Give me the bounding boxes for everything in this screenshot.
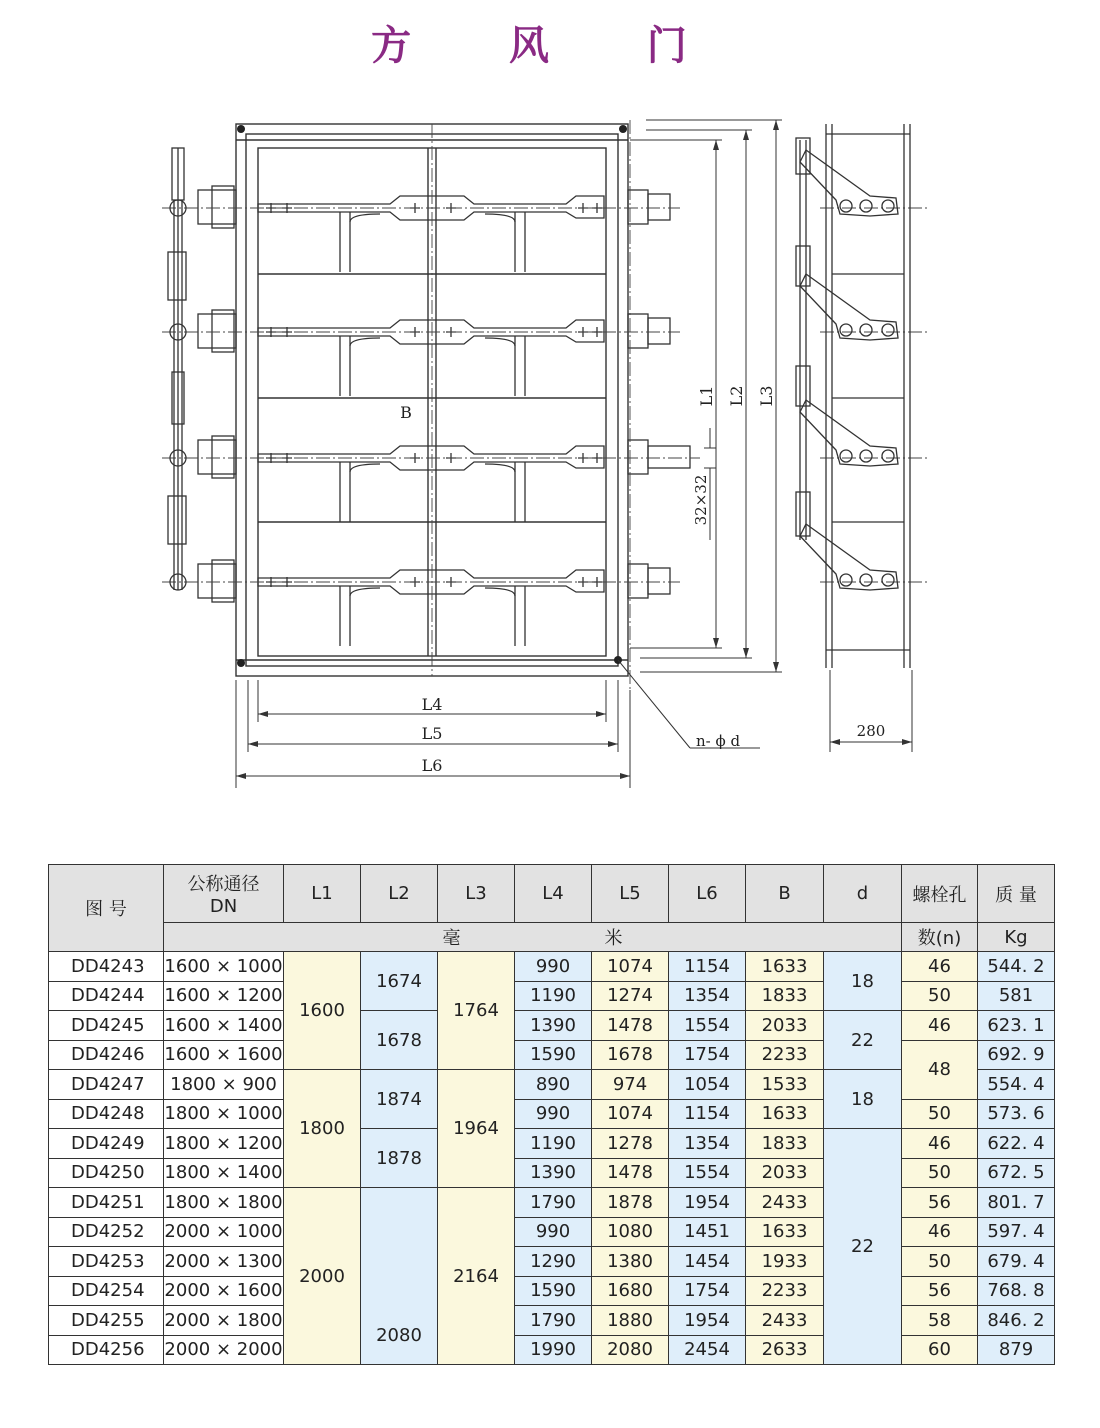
cell-l5: 1478 xyxy=(592,1158,669,1188)
dim-label-holes: n- ϕ d xyxy=(696,732,741,750)
cell-id: DD4243 xyxy=(49,952,164,982)
header-dn-line1: 公称通径 xyxy=(187,874,260,895)
cell-mass: 554. 4 xyxy=(978,1070,1055,1100)
cell-l2-group: 1874 xyxy=(361,1070,438,1129)
page-title: 方 风 门 xyxy=(371,22,729,69)
cell-l4: 990 xyxy=(515,1099,592,1129)
cell-dn: 1800 × 900 xyxy=(164,1070,284,1100)
cell-l6: 1454 xyxy=(669,1247,746,1277)
cell-l4: 1390 xyxy=(515,1011,592,1041)
cell-n: 56 xyxy=(902,1188,978,1218)
cell-n: 46 xyxy=(902,1011,978,1041)
cell-n: 50 xyxy=(902,981,978,1011)
cell-l6: 1054 xyxy=(669,1070,746,1100)
cell-mass: 679. 4 xyxy=(978,1247,1055,1277)
cell-dn: 1800 × 1200 xyxy=(164,1129,284,1159)
cell-l2-group: 1878 xyxy=(361,1129,438,1188)
cell-b: 2433 xyxy=(746,1188,824,1218)
cell-mass: 692. 9 xyxy=(978,1040,1055,1070)
cell-l5: 1278 xyxy=(592,1129,669,1159)
cell-mass: 768. 8 xyxy=(978,1276,1055,1306)
cell-l5: 1074 xyxy=(592,952,669,982)
cell-dn: 1600 × 1200 xyxy=(164,981,284,1011)
cell-dn: 2000 × 1000 xyxy=(164,1217,284,1247)
cell-l3-group: 1764 xyxy=(438,952,515,1070)
cell-dn: 1800 × 1800 xyxy=(164,1188,284,1218)
cell-b: 2033 xyxy=(746,1011,824,1041)
cell-l2-group: 2080 xyxy=(361,1188,438,1365)
cell-l5: 1274 xyxy=(592,981,669,1011)
cell-dn: 2000 × 2000 xyxy=(164,1335,284,1365)
cell-n: 48 xyxy=(902,1040,978,1099)
dim-label-shaft: 32×32 xyxy=(692,474,710,526)
cell-mass: 846. 2 xyxy=(978,1306,1055,1336)
cell-mass: 544. 2 xyxy=(978,952,1055,982)
cell-b: 2233 xyxy=(746,1040,824,1070)
dim-label-depth: 280 xyxy=(856,722,886,740)
cell-l5: 1380 xyxy=(592,1247,669,1277)
cell-id: DD4246 xyxy=(49,1040,164,1070)
cell-n: 60 xyxy=(902,1335,978,1365)
cell-b: 1633 xyxy=(746,1099,824,1129)
dim-label-b: B xyxy=(400,403,412,422)
cell-l2-group: 1674 xyxy=(361,952,438,1011)
dim-label-l6: L6 xyxy=(421,756,443,775)
cell-l6: 1554 xyxy=(669,1011,746,1041)
cell-dn: 2000 × 1800 xyxy=(164,1306,284,1336)
cell-b: 1933 xyxy=(746,1247,824,1277)
cell-l5: 1878 xyxy=(592,1188,669,1218)
header-d: d xyxy=(824,865,902,923)
cell-l3-group: 1964 xyxy=(438,1070,515,1188)
cell-dn: 2000 × 1300 xyxy=(164,1247,284,1277)
cell-n: 50 xyxy=(902,1099,978,1129)
cell-dn: 1600 × 1600 xyxy=(164,1040,284,1070)
cell-id: DD4255 xyxy=(49,1306,164,1336)
header-b: B xyxy=(746,865,824,923)
cell-l6: 1754 xyxy=(669,1040,746,1070)
header-mass-line2: Kg xyxy=(978,923,1055,952)
cell-id: DD4250 xyxy=(49,1158,164,1188)
cell-l4: 990 xyxy=(515,952,592,982)
cell-dn: 1800 × 1000 xyxy=(164,1099,284,1129)
cell-mass: 801. 7 xyxy=(978,1188,1055,1218)
cell-l4: 1390 xyxy=(515,1158,592,1188)
cell-id: DD4248 xyxy=(49,1099,164,1129)
header-l2: L2 xyxy=(361,865,438,923)
cell-d-group: 18 xyxy=(824,1070,902,1129)
cell-l6: 1354 xyxy=(669,1129,746,1159)
cell-l4: 1790 xyxy=(515,1188,592,1218)
cell-l6: 1154 xyxy=(669,1099,746,1129)
cell-n: 50 xyxy=(902,1158,978,1188)
dim-label-l5: L5 xyxy=(421,724,443,743)
cell-l1-group: 2000 xyxy=(284,1188,361,1365)
cell-mass: 581 xyxy=(978,981,1055,1011)
cell-b: 2433 xyxy=(746,1306,824,1336)
cell-b: 1533 xyxy=(746,1070,824,1100)
cell-l4: 1290 xyxy=(515,1247,592,1277)
cell-dn: 1600 × 1400 xyxy=(164,1011,284,1041)
cell-id: DD4244 xyxy=(49,981,164,1011)
cell-l5: 2080 xyxy=(592,1335,669,1365)
cell-b: 1833 xyxy=(746,1129,824,1159)
header-l1: L1 xyxy=(284,865,361,923)
cell-l6: 1154 xyxy=(669,952,746,982)
header-id: 图 号 xyxy=(49,865,164,952)
cell-b: 1833 xyxy=(746,981,824,1011)
cell-l6: 2454 xyxy=(669,1335,746,1365)
dim-label-l3: L3 xyxy=(757,385,776,407)
dim-label-l2: L2 xyxy=(727,385,746,407)
cell-id: DD4254 xyxy=(49,1276,164,1306)
cell-id: DD4253 xyxy=(49,1247,164,1277)
cell-l6: 1354 xyxy=(669,981,746,1011)
cell-d-group: 18 xyxy=(824,952,902,1011)
cell-mass: 597. 4 xyxy=(978,1217,1055,1247)
cell-mass: 879 xyxy=(978,1335,1055,1365)
cell-mass: 623. 1 xyxy=(978,1011,1055,1041)
header-dn-line2: DN xyxy=(209,896,238,917)
cell-l5: 1080 xyxy=(592,1217,669,1247)
cell-l6: 1954 xyxy=(669,1188,746,1218)
cell-l6: 1754 xyxy=(669,1276,746,1306)
dim-label-l4: L4 xyxy=(421,695,443,714)
cell-b: 2033 xyxy=(746,1158,824,1188)
cell-id: DD4251 xyxy=(49,1188,164,1218)
cell-l4: 1190 xyxy=(515,1129,592,1159)
header-dn xyxy=(164,865,284,923)
cell-l5: 1678 xyxy=(592,1040,669,1070)
cell-id: DD4245 xyxy=(49,1011,164,1041)
cell-l4: 1790 xyxy=(515,1306,592,1336)
cell-id: DD4249 xyxy=(49,1129,164,1159)
cell-l5: 1880 xyxy=(592,1306,669,1336)
header-l5: L5 xyxy=(592,865,669,923)
cell-b: 2633 xyxy=(746,1335,824,1365)
cell-d-group: 22 xyxy=(824,1011,902,1070)
header-l3: L3 xyxy=(438,865,515,923)
cell-d-group: 22 xyxy=(824,1129,902,1365)
cell-l4: 1590 xyxy=(515,1276,592,1306)
cell-l5: 1680 xyxy=(592,1276,669,1306)
cell-dn: 2000 × 1600 xyxy=(164,1276,284,1306)
cell-id: DD4247 xyxy=(49,1070,164,1100)
dim-label-l1: L1 xyxy=(697,385,716,407)
spec-table xyxy=(48,864,1055,1365)
cell-n: 46 xyxy=(902,1217,978,1247)
cell-l6: 1451 xyxy=(669,1217,746,1247)
header-n: 螺栓孔 xyxy=(902,865,978,923)
cell-dn: 1800 × 1400 xyxy=(164,1158,284,1188)
header-mass: 质 量 xyxy=(978,865,1055,923)
header-l6: L6 xyxy=(669,865,746,923)
cell-id: DD4252 xyxy=(49,1217,164,1247)
cell-n: 56 xyxy=(902,1276,978,1306)
cell-l4: 1590 xyxy=(515,1040,592,1070)
cell-l1-group: 1800 xyxy=(284,1070,361,1188)
cell-id: DD4256 xyxy=(49,1335,164,1365)
cell-l6: 1554 xyxy=(669,1158,746,1188)
cell-mass: 672. 5 xyxy=(978,1158,1055,1188)
cell-l4: 990 xyxy=(515,1217,592,1247)
header-n-line2: 数(n) xyxy=(902,923,978,952)
cell-l6: 1954 xyxy=(669,1306,746,1336)
cell-n: 58 xyxy=(902,1306,978,1336)
cell-mass: 622. 4 xyxy=(978,1129,1055,1159)
cell-l4: 1990 xyxy=(515,1335,592,1365)
cell-dn: 1600 × 1000 xyxy=(164,952,284,982)
cell-b: 1633 xyxy=(746,1217,824,1247)
cell-l5: 1074 xyxy=(592,1099,669,1129)
cell-n: 46 xyxy=(902,952,978,982)
cell-l2-group: 1678 xyxy=(361,1011,438,1070)
cell-l4: 890 xyxy=(515,1070,592,1100)
cell-b: 1633 xyxy=(746,952,824,982)
cell-n: 46 xyxy=(902,1129,978,1159)
cell-n: 50 xyxy=(902,1247,978,1277)
cell-b: 2233 xyxy=(746,1276,824,1306)
cell-l4: 1190 xyxy=(515,981,592,1011)
cell-l5: 1478 xyxy=(592,1011,669,1041)
cell-l3-group: 2164 xyxy=(438,1188,515,1365)
cell-l1-group: 1600 xyxy=(284,952,361,1070)
cell-mass: 573. 6 xyxy=(978,1099,1055,1129)
cell-l5: 974 xyxy=(592,1070,669,1100)
header-l4: L4 xyxy=(515,865,592,923)
header-unit: 毫 米 xyxy=(164,923,902,952)
